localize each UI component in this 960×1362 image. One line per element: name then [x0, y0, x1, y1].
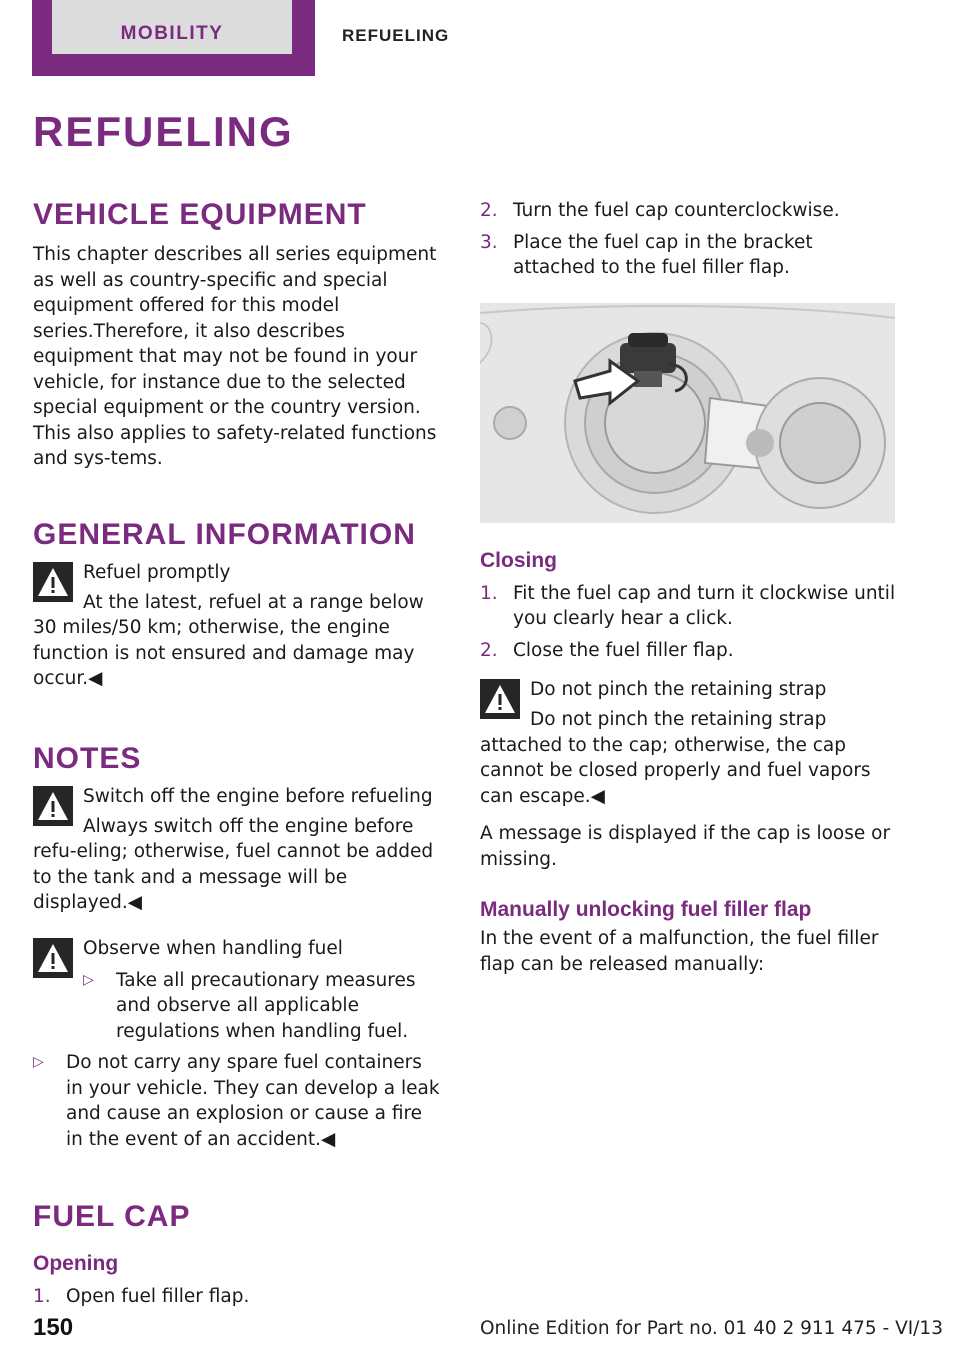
chapter-tab-label: MOBILITY: [52, 0, 292, 54]
list-item: [480, 581, 900, 632]
cap-message-text: A message is displayed if the cap is loose or missing.: [480, 823, 891, 870]
right-column: [480, 198, 900, 977]
step-number: 2.: [480, 639, 498, 661]
list-item: [83, 968, 443, 1045]
bullet-marker: ▷: [33, 1054, 44, 1070]
warning-triangle-icon: [33, 562, 73, 602]
step-number: 2.: [480, 200, 498, 221]
warning-triangle-icon: [33, 786, 73, 826]
heading-manual-unlock: Manually unlocking fuel filler flap: [480, 898, 812, 921]
step-text: Place the fuel cap in the bracket attached to the fuel filler flap.: [513, 231, 813, 278]
heading-fuel-cap: FUEL CAP: [33, 1200, 191, 1233]
closing-steps: [480, 581, 900, 664]
opening-steps-continued: [480, 198, 900, 281]
vehicle-equipment-text: This chapter describes all series equipment as well as country-specific and special equipment offered for this model series.Therefore, it also describes equipment that may not be found in your vehicle, for instance due to the selected special equipment or the country version. This also applies to safety-related functions and sys‐tems.: [33, 244, 437, 469]
step-number: 1.: [33, 1286, 51, 1307]
left-column: [33, 196, 443, 1310]
list-item: [480, 230, 900, 281]
page-number: 150: [33, 1314, 74, 1341]
warning-text: At the latest, refuel at a range below 30 miles/50 km; otherwise, the engine function is not ensured and damage may occur.◀: [33, 591, 424, 689]
section-tab: REFUELING: [342, 26, 450, 45]
bullet-marker: ▷: [83, 971, 94, 988]
bullet-list: [83, 968, 443, 1045]
warning-title: Do not pinch the retaining strap: [530, 679, 827, 700]
warning-title: Observe when handling fuel: [83, 937, 343, 959]
warning-triangle-icon: [480, 679, 520, 719]
warning-triangle-icon: [33, 938, 73, 978]
step-number: 3.: [480, 231, 498, 253]
heading-notes: NOTES: [33, 741, 142, 775]
warning-title: Refuel promptly: [83, 561, 231, 583]
manual-unlock-text: In the event of a malfunction, the fuel filler flap can be released manually:: [480, 928, 879, 975]
list-item: [33, 1050, 443, 1152]
list-item-text: Do not carry any spare fuel containers in your vehicle. They can develop a leak and cause an explosion or cause a fire in the event of an accident.◀: [66, 1052, 440, 1150]
warning-handling-fuel: [33, 936, 443, 1153]
opening-steps: [33, 1284, 443, 1310]
chapter-tab[interactable]: [32, 0, 315, 76]
list-item: [480, 638, 900, 664]
warning-refuel-promptly: [33, 560, 443, 692]
step-text: Fit the fuel cap and turn it clockwise until you clearly hear a click.: [513, 582, 896, 629]
list-item-text: Take all precautionary measures and observe all applicable regulations when handling fuel.: [116, 969, 416, 1042]
step-text: Open fuel filler flap.: [66, 1286, 250, 1307]
heading-closing: Closing: [480, 548, 557, 572]
list-item: [33, 1284, 443, 1310]
warning-text: Always switch off the engine before refu‐eling; otherwise, fuel cannot be added to the tank and a message will be displayed.◀: [33, 815, 434, 913]
warning-retaining-strap: [480, 677, 900, 809]
heading-vehicle-equipment: VEHICLE EQUIPMENT: [33, 198, 367, 231]
footer-edition: Online Edition for Part no. 01 40 2 911 475 - VI/13: [480, 1318, 943, 1339]
step-text: Close the fuel filler flap.: [513, 639, 734, 661]
step-text: Turn the fuel cap counterclockwise.: [513, 200, 840, 221]
list-item: [480, 198, 900, 224]
warning-title: Switch off the engine before refueling: [83, 785, 433, 807]
warning-text: Do not pinch the retaining strap attached to the cap; otherwise, the cap cannot be closed properly and fuel vapors can escape.◀: [480, 709, 871, 807]
page-title: REFUELING: [33, 108, 294, 155]
step-number: 1.: [480, 582, 498, 604]
heading-opening: Opening: [33, 1252, 119, 1275]
fuel-cap-illustration: [480, 303, 895, 523]
heading-general-information: GENERAL INFORMATION: [33, 517, 416, 551]
bullet-list: [33, 1050, 443, 1152]
warning-switch-off-engine: [33, 784, 443, 916]
